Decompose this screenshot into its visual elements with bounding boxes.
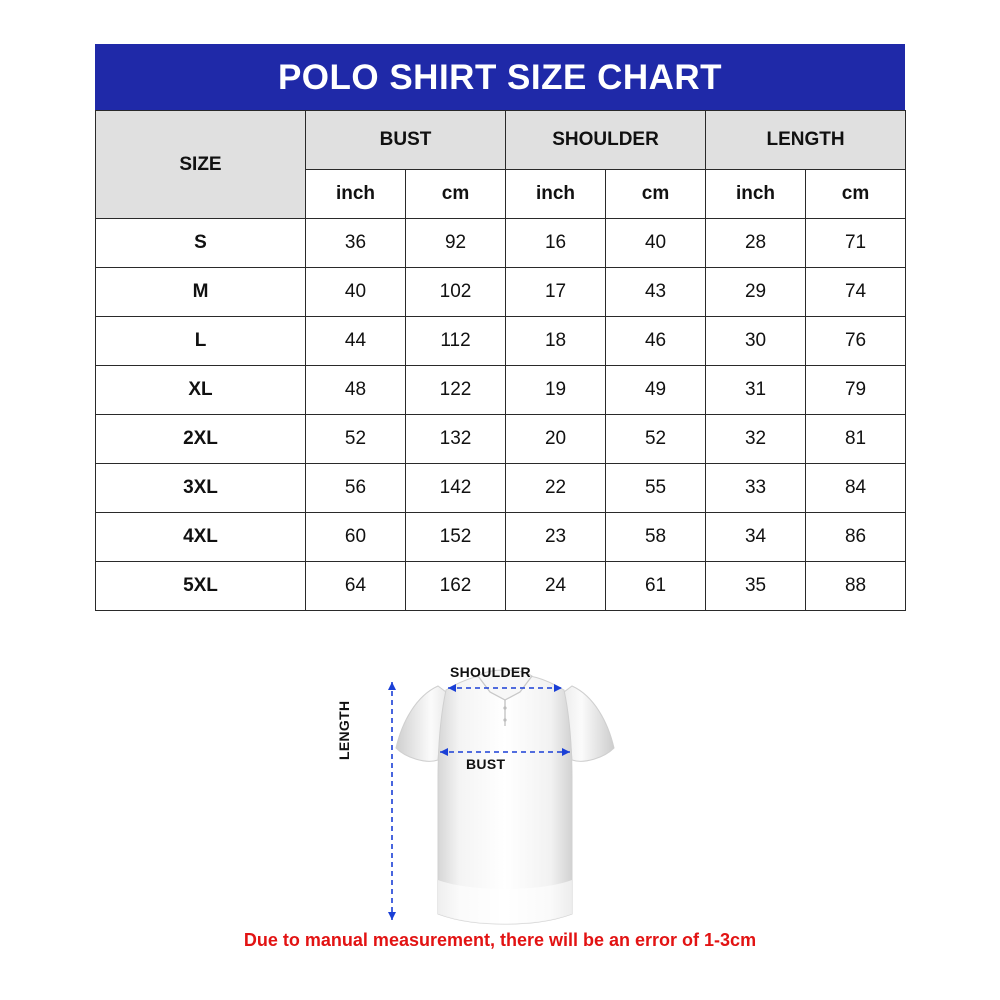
cell-size: 2XL	[96, 415, 306, 464]
cell-length-inch: 29	[706, 268, 806, 317]
column-header-size: SIZE	[96, 111, 306, 219]
cell-shoulder-cm: 46	[606, 317, 706, 366]
unit-shoulder-inch: inch	[506, 170, 606, 219]
cell-bust-inch: 56	[306, 464, 406, 513]
cell-bust-inch: 44	[306, 317, 406, 366]
cell-shoulder-inch: 24	[506, 562, 606, 611]
cell-length-cm: 79	[806, 366, 906, 415]
cell-shoulder-cm: 49	[606, 366, 706, 415]
table-row	[96, 317, 906, 366]
cell-shoulder-cm: 61	[606, 562, 706, 611]
cell-bust-inch: 52	[306, 415, 406, 464]
label-shoulder: SHOULDER	[450, 664, 531, 680]
cell-shoulder-inch: 22	[506, 464, 606, 513]
table-row	[96, 513, 906, 562]
cell-bust-cm: 102	[406, 268, 506, 317]
cell-length-cm: 71	[806, 219, 906, 268]
cell-bust-cm: 92	[406, 219, 506, 268]
cell-bust-inch: 40	[306, 268, 406, 317]
column-header-shoulder: SHOULDER	[506, 111, 706, 170]
cell-shoulder-cm: 40	[606, 219, 706, 268]
cell-length-inch: 31	[706, 366, 806, 415]
cell-length-inch: 33	[706, 464, 806, 513]
cell-bust-cm: 152	[406, 513, 506, 562]
table-row	[96, 366, 906, 415]
cell-length-cm: 84	[806, 464, 906, 513]
unit-length-inch: inch	[706, 170, 806, 219]
table-row	[96, 415, 906, 464]
cell-size: L	[96, 317, 306, 366]
cell-shoulder-inch: 18	[506, 317, 606, 366]
cell-size: M	[96, 268, 306, 317]
cell-length-inch: 35	[706, 562, 806, 611]
size-chart-container	[95, 44, 905, 611]
table-row	[96, 219, 906, 268]
unit-bust-cm: cm	[406, 170, 506, 219]
cell-shoulder-cm: 55	[606, 464, 706, 513]
cell-bust-cm: 132	[406, 415, 506, 464]
cell-bust-cm: 122	[406, 366, 506, 415]
label-length: LENGTH	[336, 700, 352, 760]
cell-shoulder-inch: 16	[506, 219, 606, 268]
cell-length-inch: 28	[706, 219, 806, 268]
size-chart-table	[95, 110, 906, 611]
cell-shoulder-cm: 43	[606, 268, 706, 317]
cell-shoulder-inch: 17	[506, 268, 606, 317]
measurement-illustration	[336, 630, 670, 930]
cell-length-cm: 76	[806, 317, 906, 366]
cell-shoulder-cm: 58	[606, 513, 706, 562]
cell-bust-cm: 142	[406, 464, 506, 513]
cell-bust-inch: 48	[306, 366, 406, 415]
cell-bust-cm: 112	[406, 317, 506, 366]
column-header-bust: BUST	[306, 111, 506, 170]
cell-length-cm: 88	[806, 562, 906, 611]
cell-bust-inch: 60	[306, 513, 406, 562]
table-row	[96, 562, 906, 611]
cell-bust-inch: 36	[306, 219, 406, 268]
cell-bust-cm: 162	[406, 562, 506, 611]
cell-size: 5XL	[96, 562, 306, 611]
cell-length-cm: 81	[806, 415, 906, 464]
cell-length-cm: 74	[806, 268, 906, 317]
label-bust: BUST	[466, 756, 506, 772]
cell-shoulder-inch: 23	[506, 513, 606, 562]
cell-shoulder-cm: 52	[606, 415, 706, 464]
table-header-row	[96, 111, 906, 170]
unit-length-cm: cm	[806, 170, 906, 219]
cell-bust-inch: 64	[306, 562, 406, 611]
cell-length-cm: 86	[806, 513, 906, 562]
measurement-note: Due to manual measurement, there will be an error of 1-3cm	[243, 930, 757, 950]
column-header-length: LENGTH	[706, 111, 906, 170]
page-title: POLO SHIRT SIZE CHART	[95, 44, 905, 110]
table-row	[96, 464, 906, 513]
cell-size: XL	[96, 366, 306, 415]
cell-length-inch: 32	[706, 415, 806, 464]
cell-shoulder-inch: 19	[506, 366, 606, 415]
cell-length-inch: 30	[706, 317, 806, 366]
cell-size: 4XL	[96, 513, 306, 562]
cell-size: 3XL	[96, 464, 306, 513]
table-row	[96, 268, 906, 317]
cell-shoulder-inch: 20	[506, 415, 606, 464]
cell-size: S	[96, 219, 306, 268]
unit-bust-inch: inch	[306, 170, 406, 219]
unit-shoulder-cm: cm	[606, 170, 706, 219]
cell-length-inch: 34	[706, 513, 806, 562]
